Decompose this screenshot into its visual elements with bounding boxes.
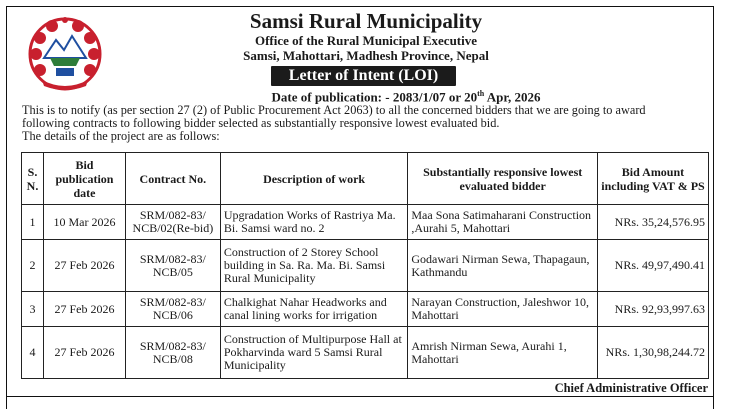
cell-contract: SRM/082-83/ NCB/08 bbox=[125, 327, 220, 379]
table-header-row bbox=[22, 153, 709, 205]
cell-amount: NRs. 35,24,576.95 bbox=[597, 205, 708, 240]
municipality-title: Samsi Rural Municipality bbox=[249, 9, 483, 33]
cell-date: 27 Feb 2026 bbox=[43, 327, 125, 379]
cell-description: Construction of Multipurpose Hall at Pokharvinda ward 5 Samsi Rural Municipality bbox=[220, 327, 408, 379]
cell-contract: SRM/082-83/ NCB/02(Re-bid) bbox=[125, 205, 220, 240]
cell-date: 27 Feb 2026 bbox=[43, 292, 125, 327]
office-name: Office of the Rural Municipal Executive bbox=[254, 33, 478, 48]
cell-description: Construction of 2 Storey School building in Sa. Ra. Ma. Bi. Samsi Rural Municipality bbox=[220, 240, 408, 292]
header-bidder: Substantially responsive lowest evaluated bidder bbox=[408, 153, 598, 205]
header-description: Description of work bbox=[220, 153, 408, 205]
contracts-table bbox=[21, 152, 709, 379]
cell-description: Chalkighat Nahar Headworks and canal lining works for irrigation bbox=[220, 292, 408, 327]
cell-amount: NRs. 1,30,98,244.72 bbox=[597, 327, 708, 379]
intro-line-2: following contracts to following bidder selected as substantially responsive lowest evaluated bid. bbox=[22, 116, 500, 130]
cell-date: 10 Mar 2026 bbox=[43, 205, 125, 240]
cell-amount: NRs. 92,93,997.63 bbox=[597, 292, 708, 327]
cell-bidder: Godawari Nirman Sewa, Thapagaun, Kathmandu bbox=[408, 240, 598, 292]
header-sn: S. N. bbox=[22, 153, 44, 205]
table-row bbox=[22, 205, 709, 240]
table-row bbox=[22, 240, 709, 292]
table-row bbox=[22, 327, 709, 379]
cell-description: Upgradation Works of Rastriya Ma. Bi. Samsi ward no. 2 bbox=[220, 205, 408, 240]
signatory: Chief Administrative Officer bbox=[554, 381, 708, 395]
date-prefix: Date of publication: - 2083/1/07 or 20 bbox=[271, 89, 478, 105]
bottom-rule bbox=[6, 396, 714, 397]
date-ordinal: th bbox=[477, 89, 485, 98]
cell-bidder: Narayan Construction, Jaleshwor 10, Mahottari bbox=[408, 292, 598, 327]
cell-bidder: Amrish Nirman Sewa, Aurahi 1, Mahottari bbox=[408, 327, 598, 379]
intro-line-1: This is to notify (as per section 27 (2) of Public Procurement Act 2063) to all the concerned bidders that we are going to award bbox=[22, 103, 646, 117]
cell-bidder: Maa Sona Satimaharani Construction ,Aurahi 5, Mahottari bbox=[408, 205, 598, 240]
table-row bbox=[22, 292, 709, 327]
header-contract: Contract No. bbox=[125, 153, 220, 205]
cell-amount: NRs. 49,97,490.41 bbox=[597, 240, 708, 292]
cell-sn: 4 bbox=[22, 327, 44, 379]
document-type-banner: Letter of Intent (LOI) bbox=[271, 66, 456, 86]
header-date: Bid publication date bbox=[43, 153, 125, 205]
header-amount: Bid Amount including VAT & PS bbox=[597, 153, 708, 205]
address: Samsi, Mahottari, Madhesh Province, Nepal bbox=[243, 48, 489, 63]
cell-contract: SRM/082-83/ NCB/06 bbox=[125, 292, 220, 327]
date-suffix: Apr, 2026 bbox=[484, 89, 541, 105]
cell-contract: SRM/082-83/ NCB/05 bbox=[125, 240, 220, 292]
cell-sn: 3 bbox=[22, 292, 44, 327]
cell-date: 27 Feb 2026 bbox=[43, 240, 125, 292]
cell-sn: 1 bbox=[22, 205, 44, 240]
intro-line-3: The details of the project are as follows: bbox=[22, 129, 220, 143]
cell-sn: 2 bbox=[22, 240, 44, 292]
